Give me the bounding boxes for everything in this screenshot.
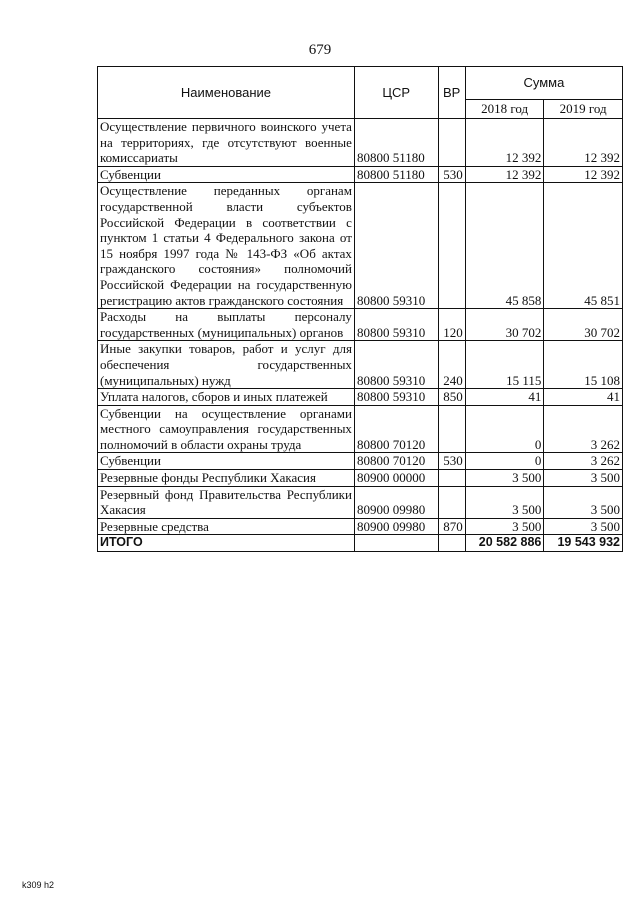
row-sum-2019: 3 262 (544, 405, 623, 453)
row-name: Резервные средства (98, 518, 355, 535)
page-number: 679 (308, 42, 332, 58)
row-csr: 80800 59310 (354, 341, 438, 389)
row-sum-2018: 30 702 (465, 309, 544, 341)
row-sum-2019: 45 851 (544, 183, 623, 309)
row-vr: 530 (438, 166, 465, 183)
row-sum-2018: 45 858 (465, 183, 544, 309)
row-sum-2019: 12 392 (544, 119, 623, 167)
row-vr (438, 119, 465, 167)
row-sum-2018: 12 392 (465, 119, 544, 167)
row-csr: 80800 59310 (354, 389, 438, 406)
header-name: Наименование (98, 67, 355, 119)
row-sum-2019: 3 500 (544, 486, 623, 518)
row-sum-2018: 0 (465, 453, 544, 470)
header-csr: ЦСР (354, 67, 438, 119)
row-vr: 120 (438, 309, 465, 341)
row-name: Осуществление первичного воинского учета на территориях, где отсутствуют военные комиссариаты (98, 119, 355, 167)
table-row (98, 166, 623, 183)
row-name: Субвенции (98, 453, 355, 470)
row-vr (438, 470, 465, 487)
total-csr (354, 535, 438, 552)
header-year-2018: 2018 год (465, 100, 544, 119)
row-vr (438, 405, 465, 453)
row-csr: 80800 51180 (354, 166, 438, 183)
table-row (98, 341, 623, 389)
header-year-2019: 2019 год (544, 100, 623, 119)
budget-table (97, 66, 623, 552)
row-csr: 80800 51180 (354, 119, 438, 167)
row-name: Субвенции на осуществление органами местного самоуправления государственных полномочий в области охраны труда (98, 405, 355, 453)
row-name: Уплата налогов, сборов и иных платежей (98, 389, 355, 406)
row-vr: 530 (438, 453, 465, 470)
total-sum-2018: 20 582 886 (465, 535, 544, 552)
table-row (98, 518, 623, 535)
table-row (98, 309, 623, 341)
header-sum: Сумма (465, 67, 622, 100)
row-sum-2018: 15 115 (465, 341, 544, 389)
row-name: Резервный фонд Правительства Республики Хакасия (98, 486, 355, 518)
row-sum-2019: 12 392 (544, 166, 623, 183)
total-label: ИТОГО (98, 535, 355, 552)
row-vr (438, 486, 465, 518)
row-sum-2018: 41 (465, 389, 544, 406)
table-row (98, 486, 623, 518)
row-sum-2019: 3 500 (544, 470, 623, 487)
row-name: Осуществление переданных органам государственной власти субъектов Российской Федерации в соответствии с пунктом 1 статьи 4 Федерального закона от 15 ноября 1997 года № 143-ФЗ «Об актах гражданского состояния» полномочий Российской Федерации на государственную регистрацию актов гражданского состояния (98, 183, 355, 309)
row-sum-2018: 12 392 (465, 166, 544, 183)
table-row (98, 470, 623, 487)
row-sum-2018: 0 (465, 405, 544, 453)
total-vr (438, 535, 465, 552)
row-name: Иные закупки товаров, работ и услуг для обеспечения государственных (муниципальных) нужд (98, 341, 355, 389)
row-sum-2018: 3 500 (465, 518, 544, 535)
table-row (98, 183, 623, 309)
row-csr: 80900 09980 (354, 518, 438, 535)
table-header (98, 67, 623, 119)
table-row (98, 453, 623, 470)
row-name: Резервные фонды Республики Хакасия (98, 470, 355, 487)
row-sum-2019: 30 702 (544, 309, 623, 341)
row-name: Субвенции (98, 166, 355, 183)
row-csr: 80900 09980 (354, 486, 438, 518)
row-vr: 850 (438, 389, 465, 406)
row-vr: 870 (438, 518, 465, 535)
row-vr (438, 183, 465, 309)
row-name: Расходы на выплаты персоналу государственных (муниципальных) органов (98, 309, 355, 341)
row-csr: 80800 59310 (354, 309, 438, 341)
total-sum-2019: 19 543 932 (544, 535, 623, 552)
footer-code: k309 h2 (22, 880, 55, 890)
total-row (98, 535, 623, 552)
row-sum-2019: 3 262 (544, 453, 623, 470)
row-csr: 80800 59310 (354, 183, 438, 309)
row-sum-2019: 15 108 (544, 341, 623, 389)
row-csr: 80800 70120 (354, 453, 438, 470)
table-body (98, 119, 623, 552)
header-vr: ВР (438, 67, 465, 119)
row-sum-2019: 3 500 (544, 518, 623, 535)
row-csr: 80900 00000 (354, 470, 438, 487)
table-row (98, 405, 623, 453)
row-sum-2019: 41 (544, 389, 623, 406)
row-vr: 240 (438, 341, 465, 389)
table-row (98, 389, 623, 406)
row-csr: 80800 70120 (354, 405, 438, 453)
table-row (98, 119, 623, 167)
row-sum-2018: 3 500 (465, 486, 544, 518)
row-sum-2018: 3 500 (465, 470, 544, 487)
